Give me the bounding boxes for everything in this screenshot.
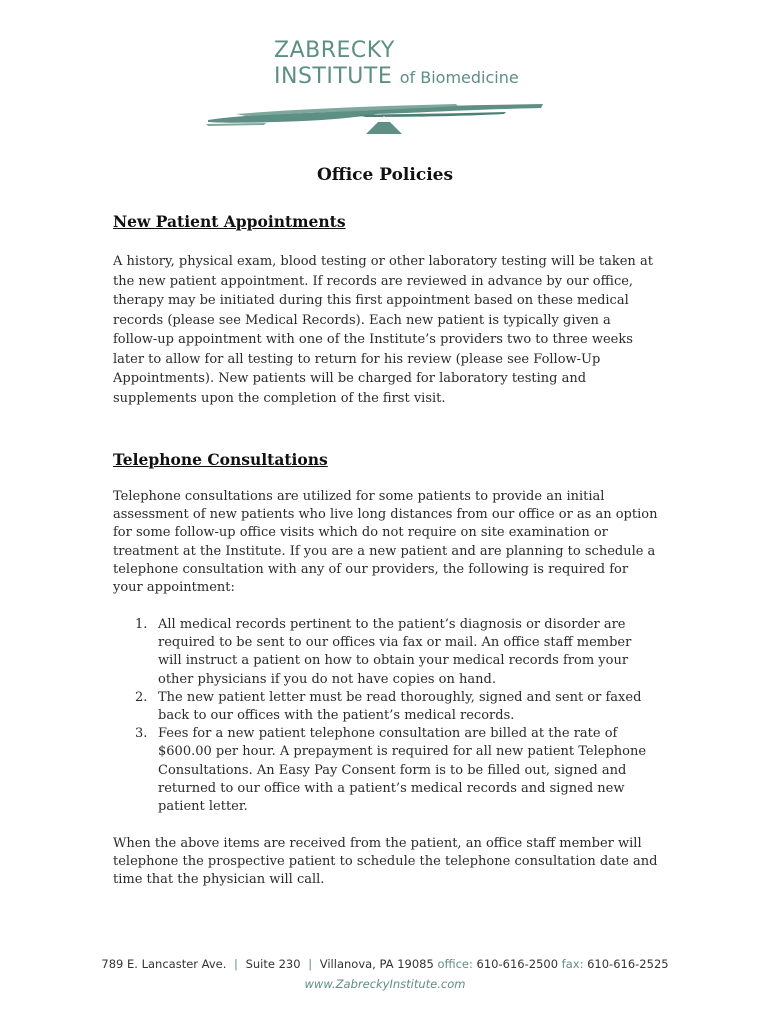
list-item: [113, 616, 658, 689]
new-patient-heading: New Patient Appointments: [113, 212, 346, 231]
footer-separator: |: [308, 957, 313, 971]
footer-separator: |: [234, 957, 238, 971]
telephone-heading: Telephone Consultations: [113, 450, 328, 469]
logo-of-biomedicine: of Biomedicine: [399, 68, 519, 87]
footer-fax-phone: 610-616-2525: [587, 957, 669, 971]
list-number: 3.: [135, 726, 148, 742]
requirements-list: [113, 616, 658, 816]
list-item: [113, 725, 658, 816]
list-text: All medical records pertinent to the patient’s diagnosis or disorder are required to be sent to our offices via fax or mail. An office staff member will instruct a patient on how to obtain your medical records from your other physicians if you do not have copies on hand.: [158, 617, 632, 687]
list-text: Fees for a new patient telephone consultation are billed at the rate of $600.00 per hour. A prepayment is required for all new patient Telephone Consultations. An Easy Pay Consent form is to be filled out, signed and returned to our office with a patient’s medical records and signed new patient letter.: [158, 726, 647, 815]
logo-institute-word: INSTITUTE: [274, 64, 393, 89]
new-patient-paragraph: A history, physical exam, blood testing or other laboratory testing will be taken at the new patient appointment. If records are reviewed in advance by our office, therapy may be initiated during this first appointment based on these medical records (please see Medical Records). Each new patient is typically given a follow-up appointment with one of the Institute’s providers two to three weeks later to allow for all testing to return for his review (please see Follow-Up Appointments). New patients will be charged for laboratory testing and supplements upon the completion of the first visit.: [113, 254, 653, 406]
list-number: 2.: [135, 689, 148, 705]
list-number: 1.: [135, 617, 148, 632]
footer-office-phone: 610-616-2500: [476, 957, 559, 971]
telephone-closing-paragraph: When the above items are received from the patient, an office staff member will telephone the prospective patient to schedule the telephone consultation date and time that the physician will call.: [113, 836, 658, 888]
footer-address: [0, 957, 770, 971]
list-item: [113, 689, 658, 725]
telephone-intro-paragraph: Telephone consultations are utilized for some patients to provide an initial assessment of new patients who live long distances from our office or as an option for some follow-up office visits which do not require on site examination or treatment at the Institute. If you are a new patient and are planning to schedule a telephone consultation with any of our providers, the following is required for your appointment:: [113, 489, 658, 596]
footer-office-label: office:: [437, 957, 473, 971]
logo-name-line1: ZABRECKY: [274, 38, 395, 63]
logo-name-line2: [274, 64, 519, 89]
page-title: Office Policies: [316, 165, 454, 185]
brushstroke-mountain-icon: [206, 94, 546, 138]
footer-website-link[interactable]: www.ZabreckyInstitute.com: [304, 977, 466, 991]
institute-logo: [206, 38, 546, 138]
footer-suite: Suite 230: [245, 957, 301, 971]
footer-street: 789 E. Lancaster Ave.: [101, 957, 227, 971]
footer-city: Villanova, PA 19085: [319, 957, 434, 971]
footer-fax-label: fax:: [561, 957, 584, 971]
list-text: The new patient letter must be read thoroughly, signed and sent or faxed back to our offices with the patient’s medical records.: [158, 689, 642, 724]
